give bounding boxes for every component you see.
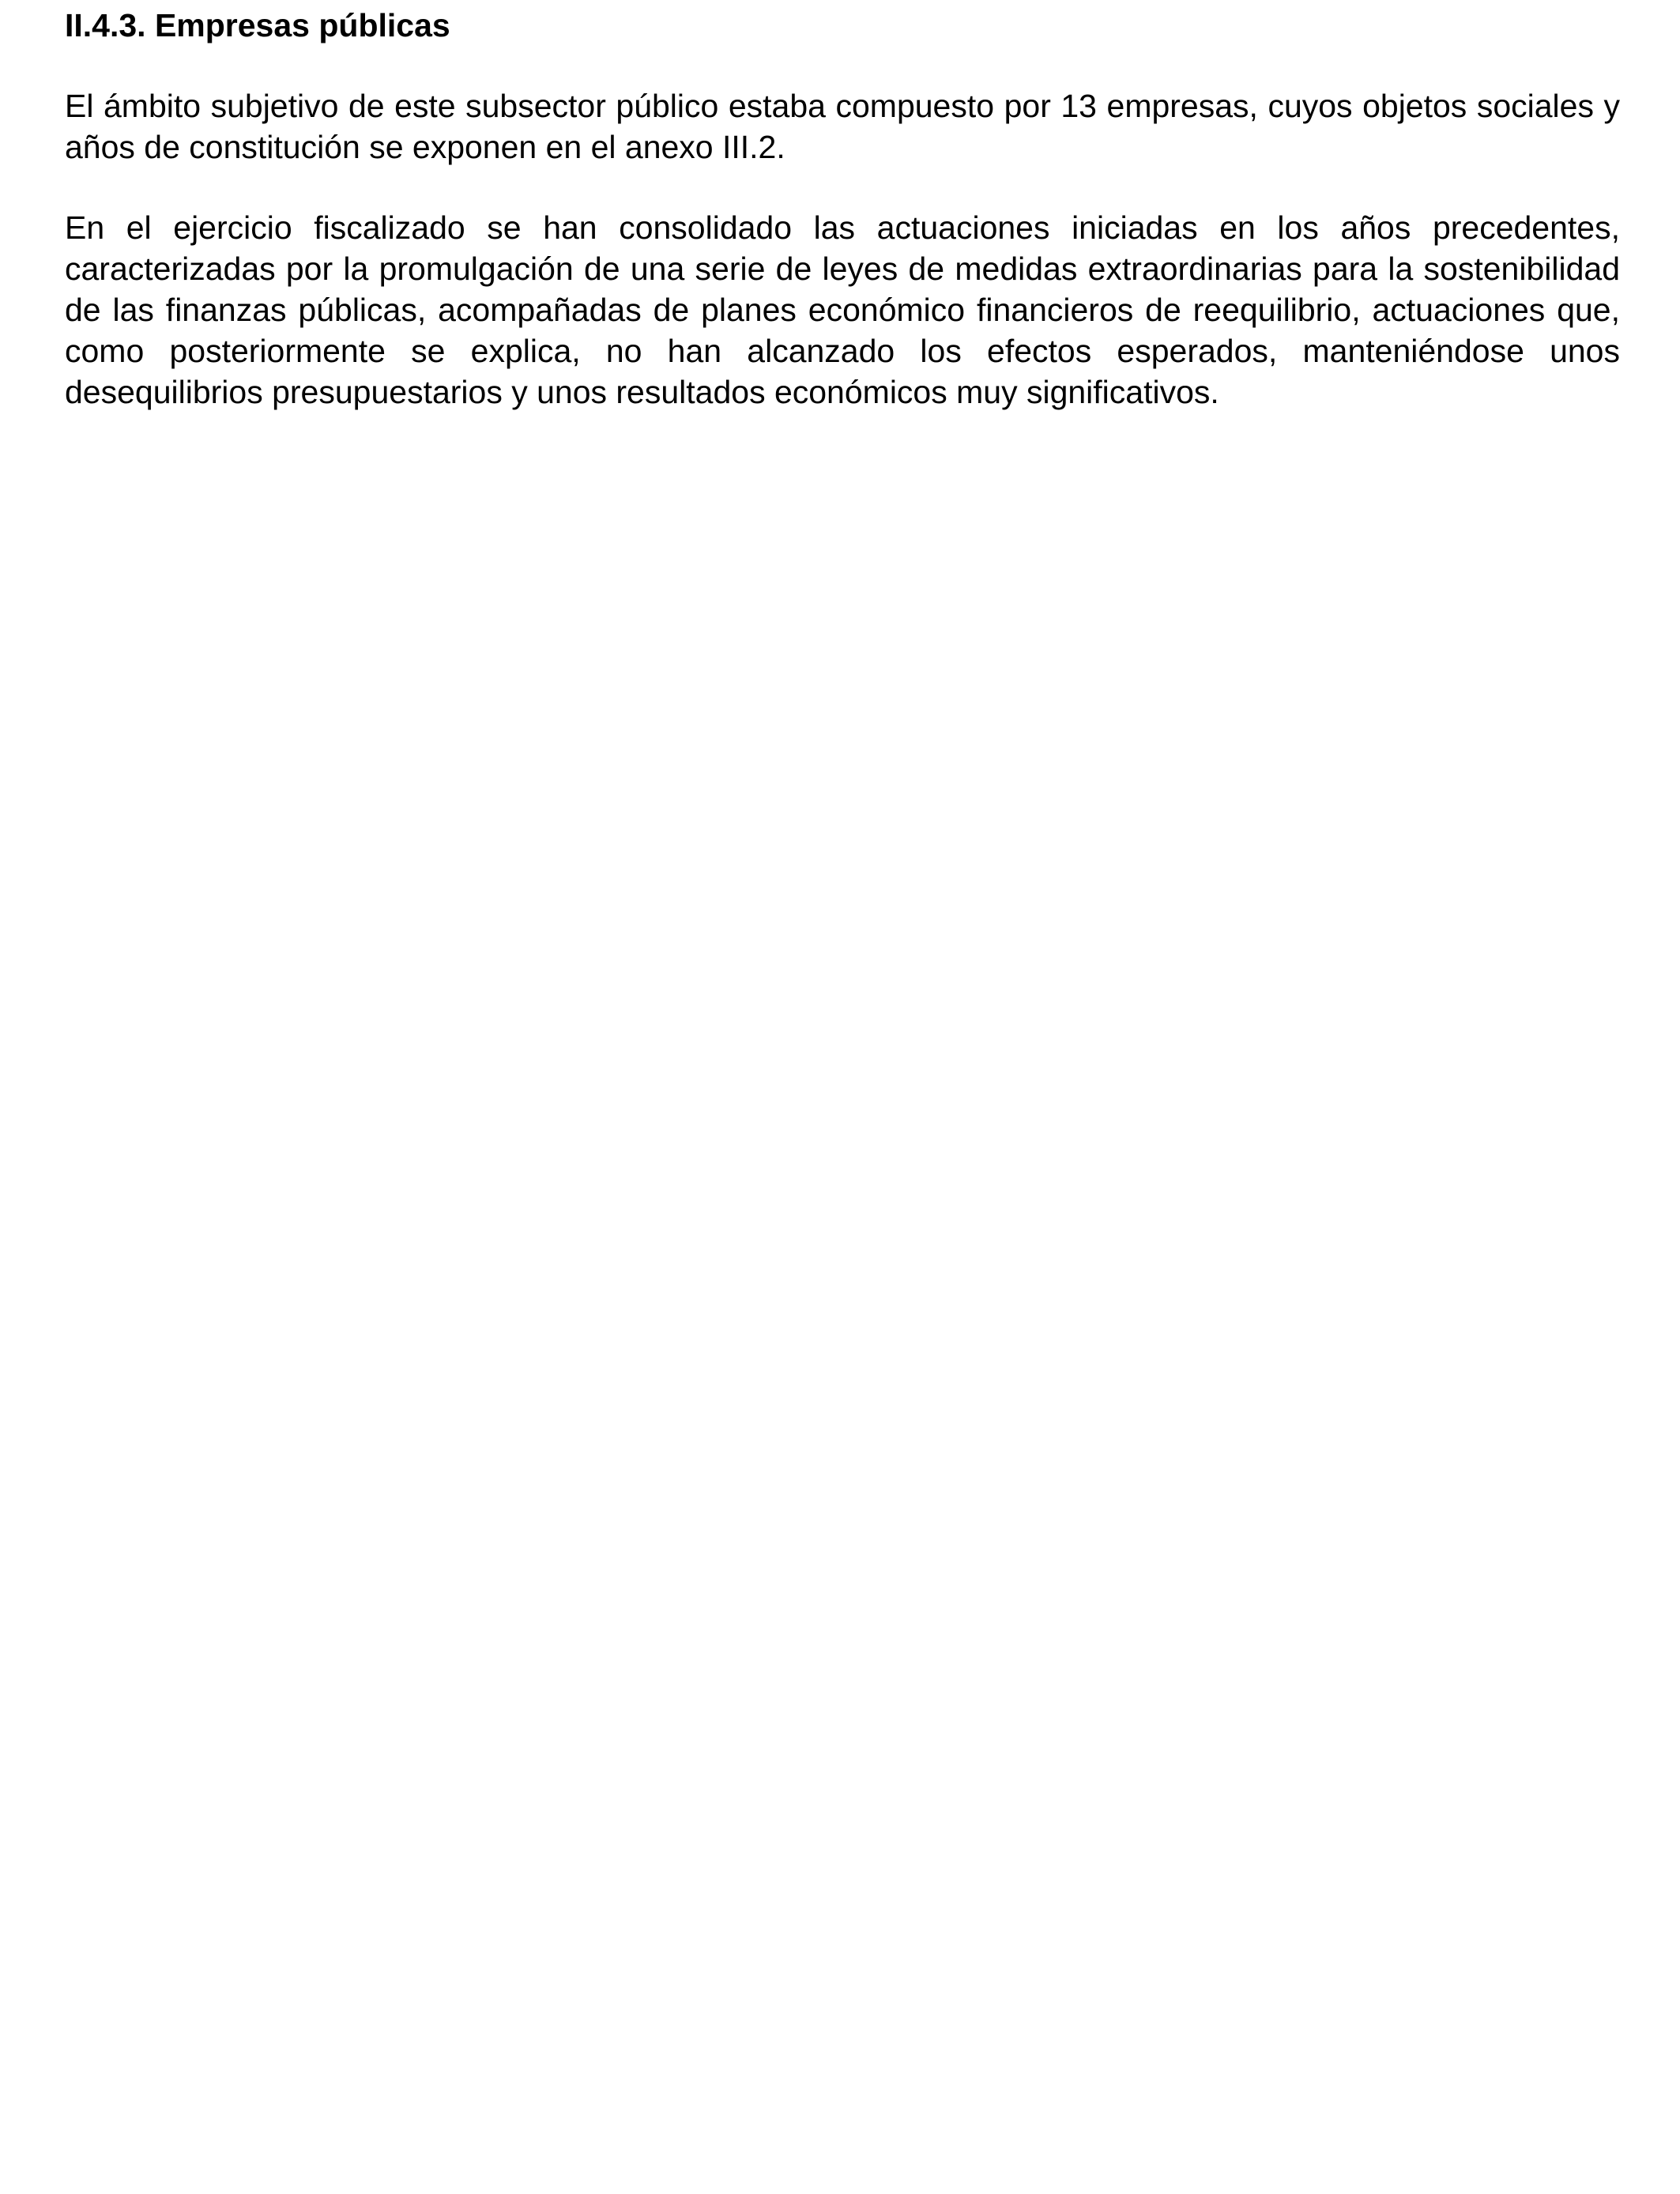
paragraph-ejercicio-fiscalizado: En el ejercicio fiscalizado se han consolidado las actuaciones iniciadas en los años precedentes, caracterizadas por la promulgación de una serie de leyes de medidas extraordinarias para la sostenibilidad de las finanzas públicas, acompañadas de planes económico financieros de reequilibrio, actuaciones que, como posteriormente se explica, no han alcanzado los efectos esperados, manteniéndose unos desequilibrios presupuestarios y unos resultados económicos muy significativos. [65, 209, 1620, 410]
section-heading: II.4.3. Empresas públicas [65, 7, 450, 43]
document-content [65, 5, 1620, 413]
paragraph-ambito-subjetivo: El ámbito subjetivo de este subsector público estaba compuesto por 13 empresas, cuyos objetos sociales y años de constitución se exponen en el anexo III.2. [65, 88, 1620, 165]
